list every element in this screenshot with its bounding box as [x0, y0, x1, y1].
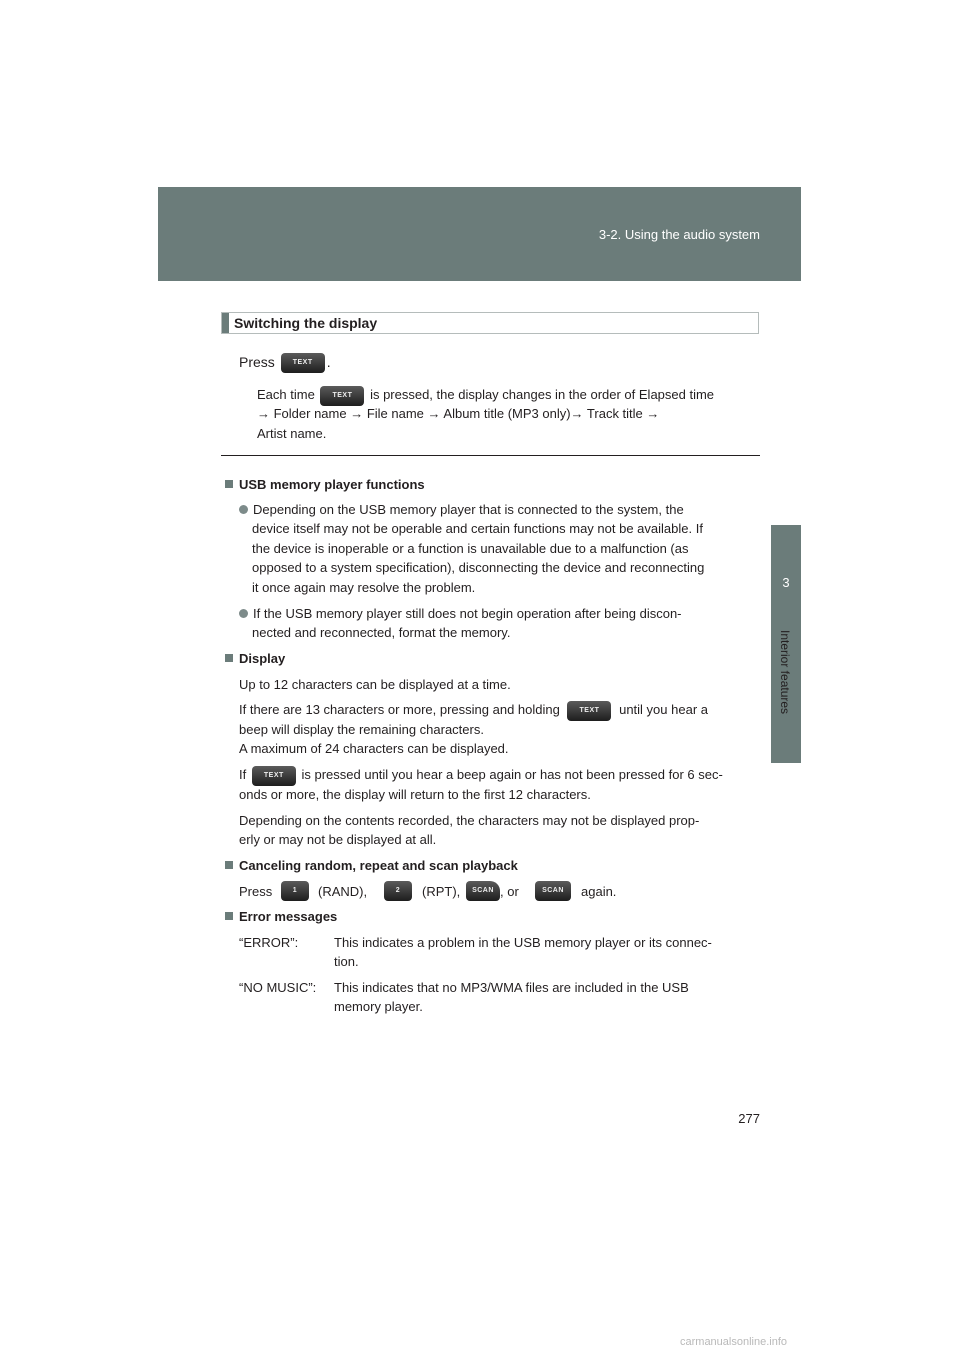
square-bullet-icon — [225, 480, 233, 488]
error1-line1: This indicates a problem in the USB memory player or its connec- — [334, 935, 712, 950]
text-button: TEXT — [567, 701, 611, 721]
section-divider — [221, 455, 760, 456]
chapter-number: 3 — [782, 575, 790, 590]
usb-bullet-2 — [239, 604, 682, 623]
heading-accent-bar — [222, 313, 229, 333]
error1-code: “ERROR”: — [239, 935, 299, 950]
cancel-title: Canceling random, repeat and scan playback — [239, 858, 518, 873]
error2-line2: memory player. — [334, 999, 423, 1014]
display-line2-b: until you hear a — [619, 702, 708, 717]
usb-b1-line2: device itself may not be operable and certain functions may not be available. If — [252, 521, 703, 536]
usb-b2-line1: If the USB memory player still does not begin operation after being discon- — [253, 606, 682, 621]
display-heading — [225, 649, 285, 668]
cancel-rand: (RAND), — [318, 884, 368, 899]
usb-bullet-1 — [239, 500, 684, 519]
switching-desc-line2: → Folder name → File name → Album title (MP3 only)→ Track title → — [257, 406, 660, 421]
usb-b1-line5: it once again may resolve the problem. — [252, 580, 476, 595]
text-button: TEXT — [252, 766, 296, 786]
usb-heading — [225, 475, 425, 494]
display-line2 — [239, 700, 708, 721]
press-line — [239, 352, 331, 373]
chapter-label-wrap — [772, 630, 800, 730]
display-line8: erly or may not be displayed at all. — [239, 832, 437, 847]
desc-is-pressed: is pressed, the display changes in the order of Elapsed time — [370, 387, 715, 402]
cancel-heading — [225, 856, 518, 875]
cancel-press: Press — [239, 884, 273, 899]
error1-line2: tion. — [334, 954, 359, 969]
page-number: 277 — [738, 1111, 760, 1126]
square-bullet-icon — [225, 861, 233, 869]
section-title: Switching the display — [234, 315, 378, 331]
press-prefix: Press — [239, 354, 275, 370]
section-heading — [221, 312, 759, 334]
usb-b2-line2: nected and reconnected, format the memory. — [252, 625, 511, 640]
display-line7: Depending on the contents recorded, the characters may not be displayed prop- — [239, 813, 700, 828]
round-bullet-icon — [239, 505, 248, 514]
display-line2-a: If there are 13 characters or more, pressing and holding — [239, 702, 560, 717]
display-line5 — [239, 765, 723, 786]
header-band — [158, 187, 801, 281]
switching-desc-line1 — [257, 385, 714, 406]
errors-title: Error messages — [239, 909, 338, 924]
display-line6: onds or more, the display will return to the first 12 characters. — [239, 787, 591, 802]
button-2: 2 — [384, 881, 412, 901]
chapter-label: Interior features — [778, 630, 792, 715]
section-breadcrumb: 3-2. Using the audio system — [598, 227, 760, 242]
error2-code: “NO MUSIC”: — [239, 980, 317, 995]
usb-b1-line4: opposed to a system specification), disconnecting the device and reconnecting — [252, 560, 705, 575]
scan-button-small: SCAN — [466, 881, 500, 901]
cancel-or: , or — [500, 884, 519, 899]
display-line3: beep will display the remaining characters. — [239, 722, 484, 737]
desc-each-time: Each time — [257, 387, 315, 402]
switching-desc-line3: Artist name. — [257, 426, 327, 441]
watermark: carmanualsonline.info — [680, 1336, 788, 1348]
display-line5-b: is pressed until you hear a beep again or has not been pressed for 6 sec- — [301, 767, 723, 782]
display-title: Display — [239, 651, 286, 666]
press-suffix: . — [326, 354, 331, 370]
cancel-again: again. — [581, 884, 617, 899]
square-bullet-icon — [225, 654, 233, 662]
cancel-rpt: (RPT), — [422, 884, 461, 899]
display-line5-a: If — [239, 767, 247, 782]
usb-b1-line1: Depending on the USB memory player that is connected to the system, the — [253, 502, 684, 517]
display-line4: A maximum of 24 characters can be displayed. — [239, 741, 509, 756]
scan-button-large: SCAN — [535, 881, 571, 901]
display-line1: Up to 12 characters can be displayed at a time. — [239, 677, 511, 692]
square-bullet-icon — [225, 912, 233, 920]
text-button: TEXT — [281, 353, 325, 373]
usb-b1-line3: the device is inoperable or a function is unavailable due to a malfunction (as — [252, 541, 689, 556]
errors-heading — [225, 907, 337, 926]
text-button: TEXT — [320, 386, 364, 406]
button-1: 1 — [281, 881, 309, 901]
error2-line1: This indicates that no MP3/WMA files are included in the USB — [334, 980, 689, 995]
round-bullet-icon — [239, 609, 248, 618]
usb-title: USB memory player functions — [239, 477, 425, 492]
